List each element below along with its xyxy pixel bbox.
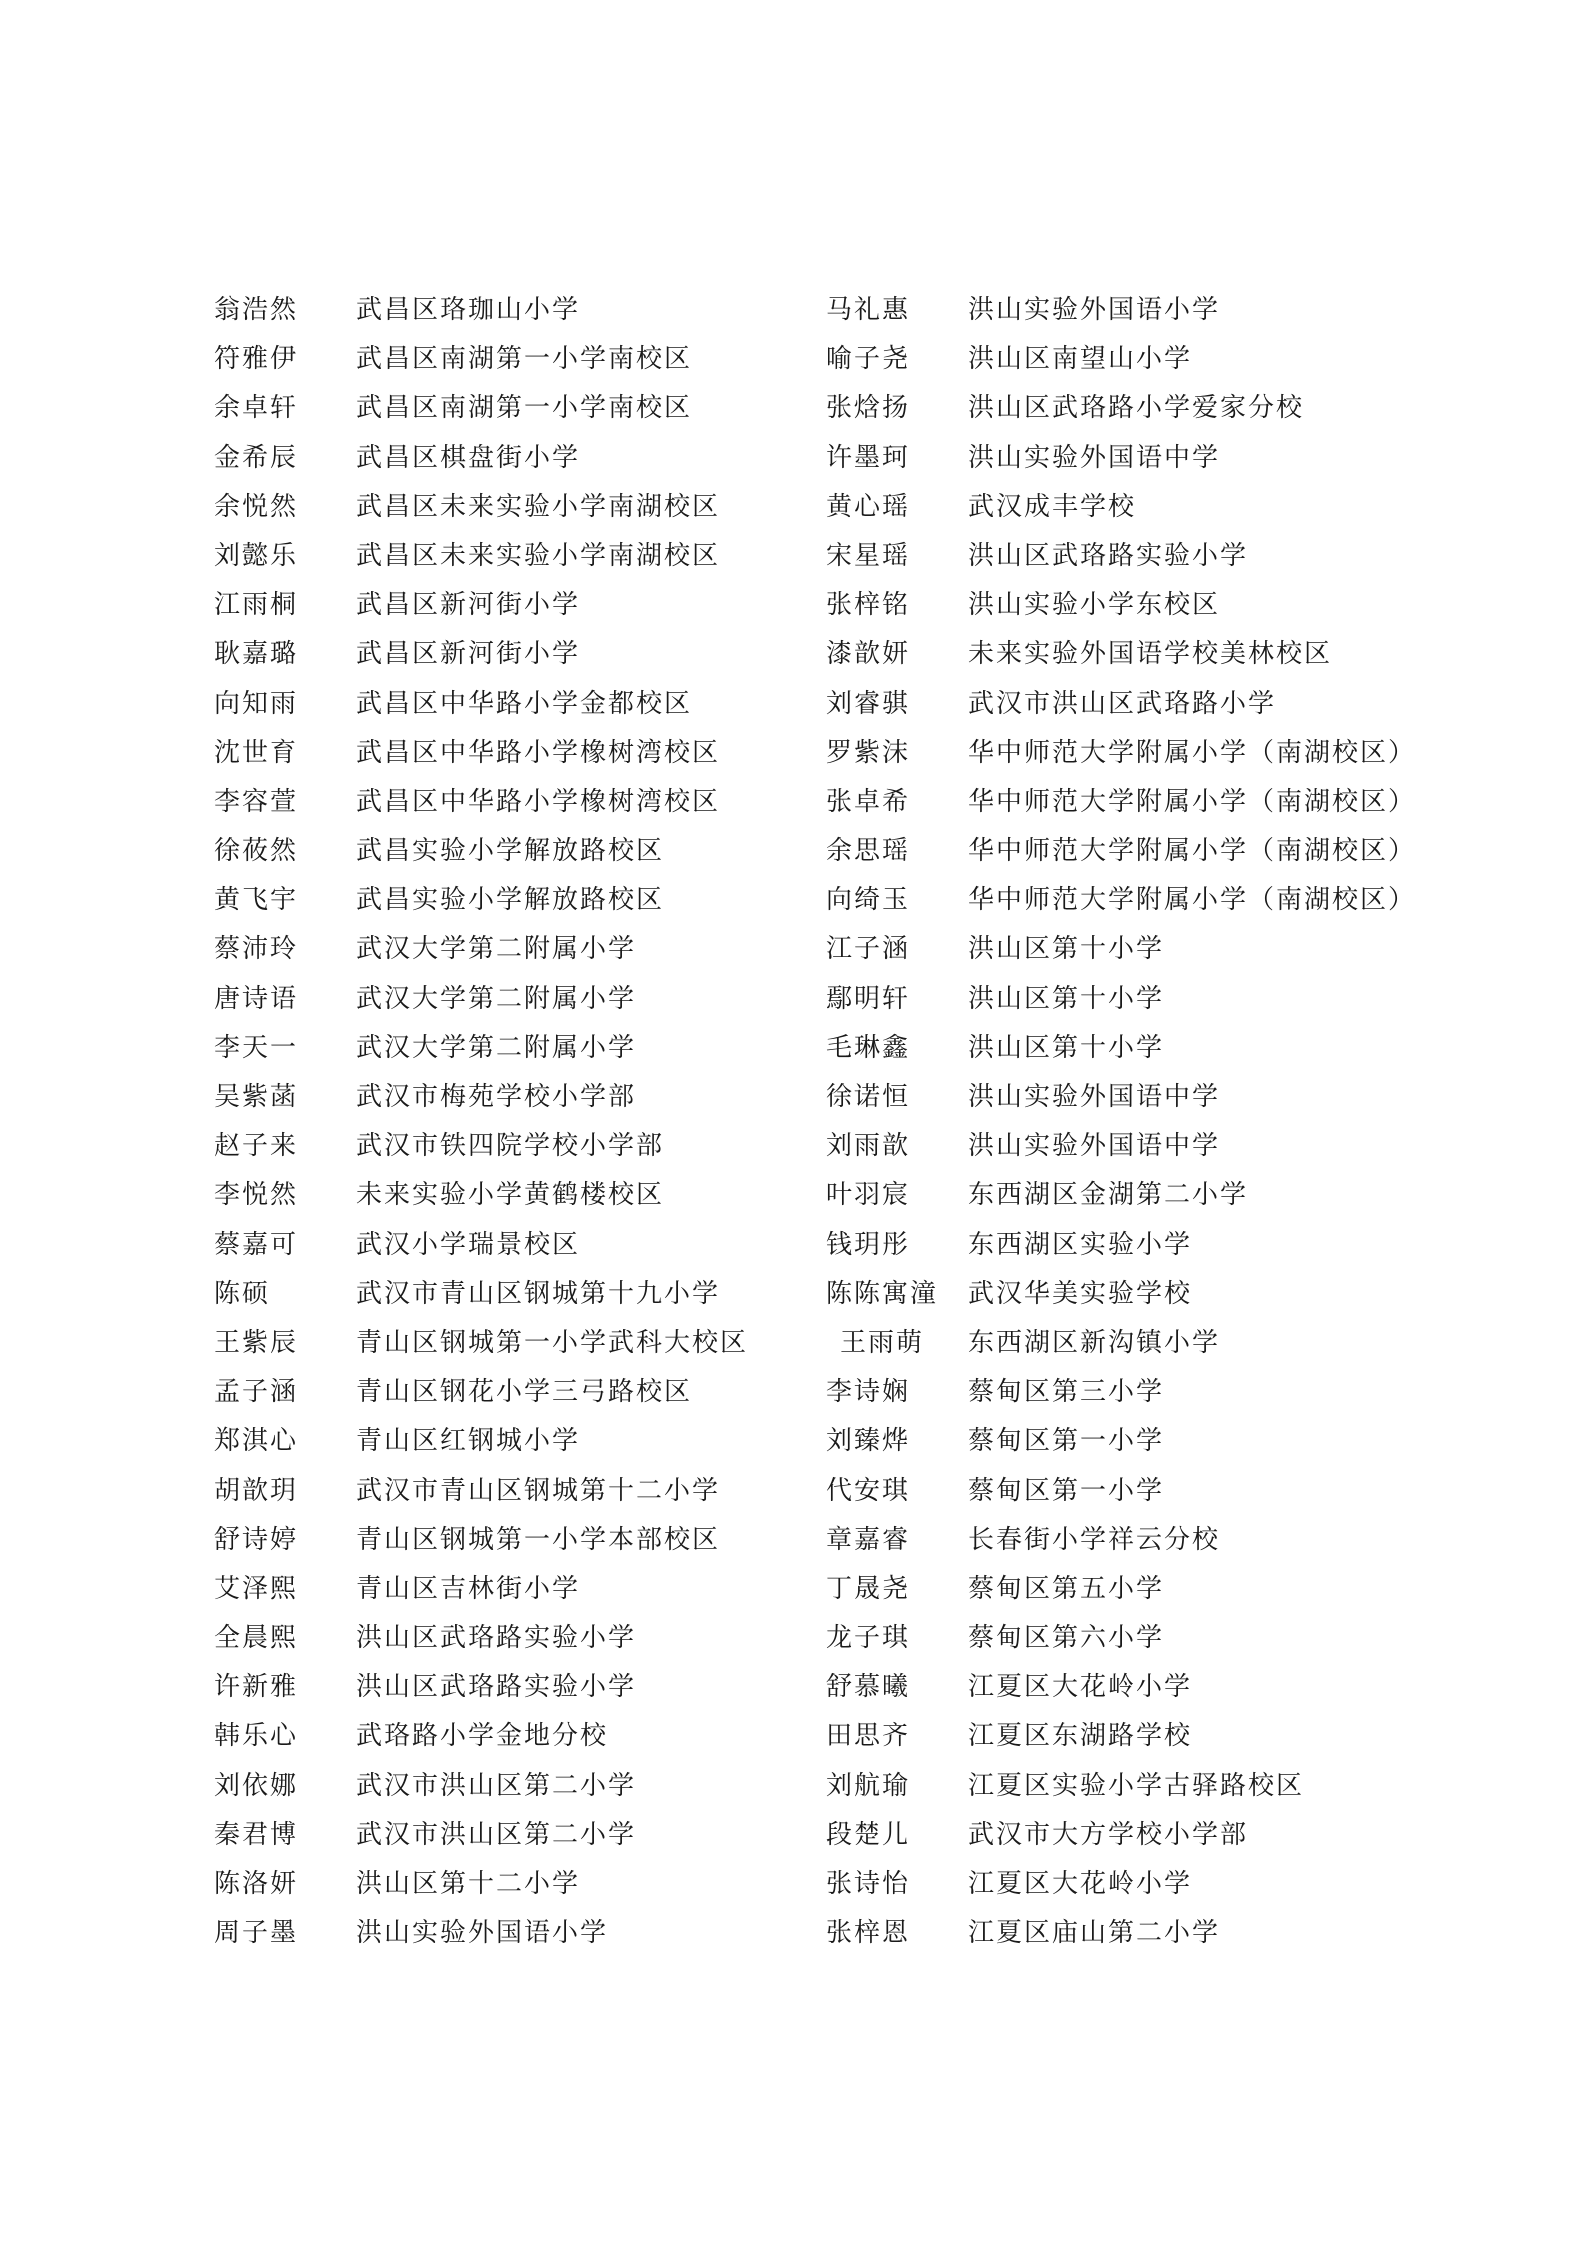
student-name: 张焓扬: [826, 393, 911, 424]
school-name: 青山区钢城第一小学武科大校区: [356, 1327, 749, 1358]
school-name: 洪山区第十小学: [968, 983, 1165, 1014]
school-name: 青山区吉林街小学: [356, 1573, 581, 1604]
student-name: 余悦然: [214, 491, 299, 522]
student-name: 李悦然: [214, 1180, 299, 1211]
student-name: 江雨桐: [214, 590, 299, 621]
school-name: 洪山实验小学东校区: [968, 590, 1221, 621]
school-name: 东西湖区金湖第二小学: [968, 1180, 1249, 1211]
student-name: 韩乐心: [214, 1721, 299, 1752]
school-name: 武昌区未来实验小学南湖校区: [356, 491, 721, 522]
school-name: 蔡甸区第五小学: [968, 1573, 1165, 1604]
student-name: 孟子涵: [214, 1377, 299, 1408]
school-name: 武昌区南湖第一小学南校区: [356, 344, 693, 375]
student-name: 刘睿骐: [826, 688, 911, 719]
school-name: 洪山区武珞路实验小学: [356, 1623, 637, 1654]
school-name: 江夏区实验小学古驿路校区: [968, 1770, 1305, 1801]
student-name: 刘雨歆: [826, 1131, 911, 1162]
student-name: 张梓恩: [826, 1918, 911, 1949]
student-name: 许墨珂: [826, 442, 911, 473]
student-name: 金希辰: [214, 442, 299, 473]
school-name: 武昌区新河街小学: [356, 590, 581, 621]
school-name: 武汉成丰学校: [968, 491, 1137, 522]
student-name: 吴紫菡: [214, 1082, 299, 1112]
student-name: 喻子尧: [826, 344, 911, 375]
student-name: 鄢明轩: [826, 983, 911, 1014]
student-name: 丁晟尧: [826, 1573, 911, 1604]
student-name: 郑淇心: [214, 1426, 299, 1457]
student-name: 张诗怡: [826, 1869, 911, 1899]
student-name: 徐莜然: [214, 836, 299, 867]
student-name: 李容萱: [214, 786, 299, 817]
school-name: 洪山实验外国语小学: [968, 295, 1221, 325]
school-name: 洪山区第十小学: [968, 934, 1165, 965]
school-name: 江夏区东湖路学校: [968, 1721, 1193, 1752]
school-name: 青山区红钢城小学: [356, 1426, 581, 1457]
student-name: 艾泽熙: [214, 1573, 299, 1604]
school-name: 蔡甸区第一小学: [968, 1475, 1165, 1506]
student-name: 全晨熙: [214, 1623, 299, 1654]
student-name: 黄心瑶: [826, 491, 911, 522]
student-name: 蔡嘉可: [214, 1229, 299, 1260]
school-name: 未来实验小学黄鹤楼校区: [356, 1180, 665, 1211]
student-name: 龙子琪: [826, 1623, 911, 1654]
school-name: 洪山实验外国语中学: [968, 1082, 1221, 1112]
student-name: 刘依娜: [214, 1770, 299, 1801]
school-name: 未来实验外国语学校美林校区: [968, 639, 1333, 670]
school-name: 洪山实验外国语小学: [356, 1918, 609, 1949]
school-name: 武昌实验小学解放路校区: [356, 885, 665, 916]
student-name: 余卓轩: [214, 393, 299, 424]
school-name: 蔡甸区第六小学: [968, 1623, 1165, 1654]
school-name: 江夏区庙山第二小学: [968, 1918, 1221, 1949]
school-name: 华中师范大学附属小学（南湖校区）: [968, 786, 1417, 817]
student-name: 翁浩然: [214, 295, 299, 325]
school-name: 武汉市青山区钢城第十九小学: [356, 1278, 721, 1309]
school-name: 洪山实验外国语中学: [968, 1131, 1221, 1162]
school-name: 武汉市洪山区武珞路小学: [968, 688, 1277, 719]
school-name: 武汉市铁四院学校小学部: [356, 1131, 665, 1162]
school-name: 洪山区第十小学: [968, 1032, 1165, 1063]
student-name: 江子涵: [826, 934, 911, 965]
student-name: 代安琪: [826, 1475, 911, 1506]
student-name: 陈洛妍: [214, 1869, 299, 1899]
school-name: 洪山区第十二小学: [356, 1869, 581, 1899]
school-name: 武昌区新河街小学: [356, 639, 581, 670]
school-name: 武汉华美实验学校: [968, 1278, 1193, 1309]
student-name: 张梓铭: [826, 590, 911, 621]
student-name: 许新雅: [214, 1672, 299, 1703]
student-name: 刘臻烨: [826, 1426, 911, 1457]
school-name: 武汉市青山区钢城第十二小学: [356, 1475, 721, 1506]
student-name: 王雨萌: [840, 1327, 925, 1358]
student-name: 舒诗婷: [214, 1524, 299, 1555]
student-name: 赵子来: [214, 1131, 299, 1162]
student-name: 耿嘉璐: [214, 639, 299, 670]
student-name: 刘航瑜: [826, 1770, 911, 1801]
school-name: 洪山区武珞路实验小学: [356, 1672, 637, 1703]
student-name: 沈世育: [214, 737, 299, 768]
student-name: 向绮玉: [826, 885, 911, 916]
student-name: 蔡沛玲: [214, 934, 299, 965]
student-name: 余思瑶: [826, 836, 911, 867]
school-name: 洪山实验外国语中学: [968, 442, 1221, 473]
student-name: 周子墨: [214, 1918, 299, 1949]
student-name: 漆歆妍: [826, 639, 911, 670]
student-name: 舒慕曦: [826, 1672, 911, 1703]
school-name: 华中师范大学附属小学（南湖校区）: [968, 885, 1417, 916]
school-name: 武昌区未来实验小学南湖校区: [356, 540, 721, 571]
school-name: 武汉大学第二附属小学: [356, 934, 637, 965]
school-name: 武珞路小学金地分校: [356, 1721, 609, 1752]
school-name: 洪山区武珞路实验小学: [968, 540, 1249, 571]
student-name: 罗紫沫: [826, 737, 911, 768]
student-name: 秦君博: [214, 1819, 299, 1850]
school-name: 武昌实验小学解放路校区: [356, 836, 665, 867]
school-name: 武汉市梅苑学校小学部: [356, 1082, 637, 1112]
school-name: 武昌区棋盘街小学: [356, 442, 581, 473]
student-name: 陈硕: [214, 1278, 271, 1309]
student-name: 刘懿乐: [214, 540, 299, 571]
school-name: 洪山区南望山小学: [968, 344, 1193, 375]
student-name: 马礼惠: [826, 295, 911, 325]
school-name: 华中师范大学附属小学（南湖校区）: [968, 836, 1417, 867]
school-name: 武汉市洪山区第二小学: [356, 1819, 637, 1850]
student-name: 唐诗语: [214, 983, 299, 1014]
school-name: 武汉小学瑞景校区: [356, 1229, 581, 1260]
school-name: 武昌区珞珈山小学: [356, 295, 581, 325]
school-name: 武昌区中华路小学橡树湾校区: [356, 786, 721, 817]
school-name: 武昌区南湖第一小学南校区: [356, 393, 693, 424]
student-name: 徐诺恒: [826, 1082, 911, 1112]
school-name: 江夏区大花岭小学: [968, 1672, 1193, 1703]
student-name: 章嘉睿: [826, 1524, 911, 1555]
student-name: 黄飞宇: [214, 885, 299, 916]
student-name: 李天一: [214, 1032, 299, 1063]
school-name: 武昌区中华路小学橡树湾校区: [356, 737, 721, 768]
student-name: 李诗娴: [826, 1377, 911, 1408]
student-name: 胡歆玥: [214, 1475, 299, 1506]
school-name: 洪山区武珞路小学爱家分校: [968, 393, 1305, 424]
school-name: 江夏区大花岭小学: [968, 1869, 1193, 1899]
school-name: 武汉大学第二附属小学: [356, 1032, 637, 1063]
school-name: 东西湖区实验小学: [968, 1229, 1193, 1260]
student-name: 钱玥彤: [826, 1229, 911, 1260]
school-name: 武昌区中华路小学金都校区: [356, 688, 693, 719]
school-name: 武汉市洪山区第二小学: [356, 1770, 637, 1801]
student-name: 向知雨: [214, 688, 299, 719]
school-name: 青山区钢花小学三弓路校区: [356, 1377, 693, 1408]
school-name: 武汉大学第二附属小学: [356, 983, 637, 1014]
student-name: 王紫辰: [214, 1327, 299, 1358]
school-name: 东西湖区新沟镇小学: [968, 1327, 1221, 1358]
student-name: 宋星瑶: [826, 540, 911, 571]
student-name: 田思齐: [826, 1721, 911, 1752]
school-name: 武汉市大方学校小学部: [968, 1819, 1249, 1850]
school-name: 青山区钢城第一小学本部校区: [356, 1524, 721, 1555]
school-name: 长春街小学祥云分校: [968, 1524, 1221, 1555]
student-name: 陈陈寓潼: [826, 1278, 939, 1309]
student-name: 段楚儿: [826, 1819, 911, 1850]
school-name: 华中师范大学附属小学（南湖校区）: [968, 737, 1417, 768]
student-name: 毛琳鑫: [826, 1032, 911, 1063]
student-name: 张卓希: [826, 786, 911, 817]
student-name: 符雅伊: [214, 344, 299, 375]
student-name: 叶羽宸: [826, 1180, 911, 1211]
school-name: 蔡甸区第三小学: [968, 1377, 1165, 1408]
school-name: 蔡甸区第一小学: [968, 1426, 1165, 1457]
